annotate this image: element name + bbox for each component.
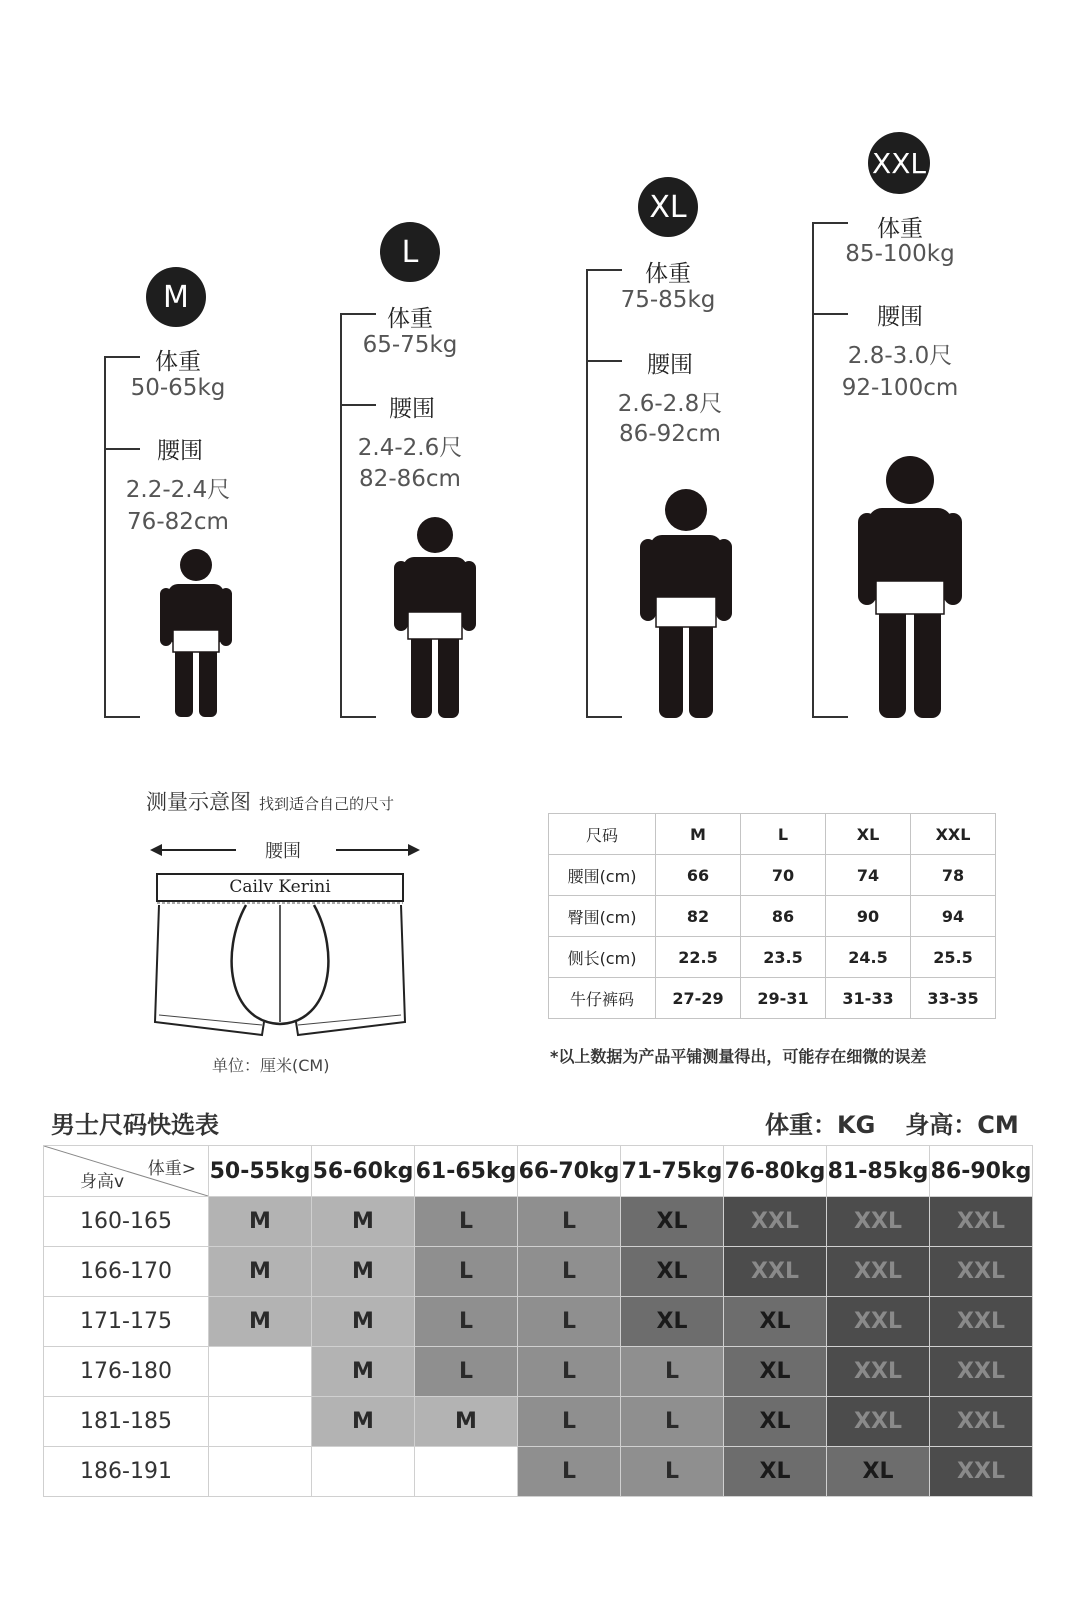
size-cell: L <box>518 1397 621 1447</box>
column-header: 76-80kg <box>724 1146 827 1197</box>
size-badge-m: M <box>146 267 206 327</box>
waist-chi-value: 2.4-2.6尺 <box>357 435 463 461</box>
person-icon-xxl <box>858 455 962 718</box>
size-cell <box>209 1447 312 1497</box>
weight-value: 50-65kg <box>130 375 226 401</box>
column-header: 81-85kg <box>827 1146 930 1197</box>
table-row: 腰围(cm) 66 70 74 78 <box>549 855 996 896</box>
row-header-height: 181-185 <box>44 1397 209 1447</box>
size-spec-table <box>548 813 996 1019</box>
table-row <box>44 1347 1033 1397</box>
size-cell: XXL <box>827 1397 930 1447</box>
waist-chi-value: 2.6-2.8尺 <box>617 391 723 417</box>
person-icon-l <box>394 516 476 718</box>
size-cell: M <box>312 1247 415 1297</box>
row-header-height: 166-170 <box>44 1247 209 1297</box>
size-badge-l: L <box>380 222 440 282</box>
weight-label: 体重 <box>645 261 691 287</box>
size-cell <box>209 1397 312 1447</box>
column-header: 61-65kg <box>415 1146 518 1197</box>
person-icon-m <box>160 548 232 718</box>
size-cell: XXL <box>930 1347 1033 1397</box>
person-icon-xl <box>640 488 732 718</box>
size-cell: XL <box>621 1297 724 1347</box>
waist-label: 腰围 <box>157 438 203 464</box>
waist-cm-value: 86-92cm <box>619 421 721 447</box>
size-cell: XXL <box>827 1347 930 1397</box>
boxer-briefs-diagram <box>150 872 410 1042</box>
weight-value: 85-100kg <box>845 241 955 267</box>
table-row: 尺码 M L XL XXL <box>549 814 996 855</box>
size-cell: XXL <box>827 1297 930 1347</box>
size-cell <box>415 1447 518 1497</box>
row-header-height: 176-180 <box>44 1347 209 1397</box>
size-cell: L <box>518 1247 621 1297</box>
size-cell: M <box>209 1197 312 1247</box>
table-row <box>44 1397 1033 1447</box>
brand-label: Cailv Kerini <box>229 877 331 897</box>
waist-chi-value: 2.8-3.0尺 <box>847 343 953 369</box>
size-cell: L <box>415 1197 518 1247</box>
quick-select-title: 男士尺码快选表 <box>51 1111 219 1139</box>
table-header-row <box>44 1146 1033 1197</box>
size-cell <box>312 1447 415 1497</box>
column-header: 86-90kg <box>930 1146 1033 1197</box>
waist-cm-value: 82-86cm <box>359 466 461 492</box>
weight-value: 65-75kg <box>362 332 458 358</box>
column-header: 71-75kg <box>621 1146 724 1197</box>
unit-label: 单位：厘米(CM) <box>212 1056 330 1075</box>
waist-cm-value: 92-100cm <box>841 375 959 401</box>
table-row: 牛仔裤码 27-29 29-31 31-33 33-35 <box>549 978 996 1019</box>
size-cell: M <box>209 1297 312 1347</box>
size-cell: XL <box>724 1297 827 1347</box>
row-header-height: 160-165 <box>44 1197 209 1247</box>
size-cell: L <box>621 1347 724 1397</box>
size-cell: L <box>415 1247 518 1297</box>
column-header: 56-60kg <box>312 1146 415 1197</box>
size-cell: L <box>415 1347 518 1397</box>
waist-label: 腰围 <box>389 396 435 422</box>
size-cell <box>209 1347 312 1397</box>
size-cell: M <box>312 1197 415 1247</box>
size-cell: XXL <box>724 1247 827 1297</box>
column-header: 50-55kg <box>209 1146 312 1197</box>
row-header-height: 186-191 <box>44 1447 209 1497</box>
size-cell: XL <box>724 1347 827 1397</box>
weight-label: 体重 <box>387 306 433 332</box>
measure-subtitle: 找到适合自己的尺寸 <box>259 795 395 813</box>
size-cell: XL <box>621 1247 724 1297</box>
weight-unit: 体重：KG <box>765 1111 876 1139</box>
size-cell: L <box>621 1397 724 1447</box>
waist-label: 腰围 <box>265 841 301 862</box>
weight-label: 体重 <box>155 349 201 375</box>
table-row <box>44 1197 1033 1247</box>
size-cell: M <box>312 1347 415 1397</box>
size-cell: XXL <box>827 1247 930 1297</box>
size-cell: M <box>209 1247 312 1297</box>
size-cell: L <box>518 1297 621 1347</box>
size-cell: L <box>518 1447 621 1497</box>
size-cell: L <box>518 1347 621 1397</box>
size-cell: XXL <box>930 1197 1033 1247</box>
column-header: 66-70kg <box>518 1146 621 1197</box>
table-corner: 体重> 身高v <box>44 1146 209 1197</box>
table-row: 侧长(cm) 22.5 23.5 24.5 25.5 <box>549 937 996 978</box>
waist-label: 腰围 <box>647 352 693 378</box>
size-cell: XXL <box>930 1297 1033 1347</box>
size-cell: L <box>415 1297 518 1347</box>
size-badge-xl: XL <box>638 177 698 237</box>
size-cell: XL <box>724 1397 827 1447</box>
size-cell: XXL <box>827 1197 930 1247</box>
size-cell: L <box>518 1197 621 1247</box>
quick-size-table <box>43 1145 1033 1497</box>
size-cell: XXL <box>724 1197 827 1247</box>
size-cell: M <box>415 1397 518 1447</box>
row-header-height: 171-175 <box>44 1297 209 1347</box>
measure-title: 测量示意图 找到适合自己的尺寸 <box>146 790 395 814</box>
size-cell: XL <box>827 1447 930 1497</box>
size-cell: L <box>621 1447 724 1497</box>
table-row <box>44 1247 1033 1297</box>
measurement-note: *以上数据为产品平铺测量得出，可能存在细微的误差 <box>550 1047 927 1066</box>
quick-select-units <box>765 1105 1049 1140</box>
table-row <box>44 1447 1033 1497</box>
size-cell: XXL <box>930 1247 1033 1297</box>
height-unit: 身高：CM <box>905 1111 1019 1139</box>
waist-chi-value: 2.2-2.4尺 <box>125 477 231 503</box>
size-cell: M <box>312 1397 415 1447</box>
size-cell: XL <box>621 1197 724 1247</box>
table-row: 臀围(cm) 82 86 90 94 <box>549 896 996 937</box>
size-cell: XL <box>724 1447 827 1497</box>
waist-cm-value: 76-82cm <box>127 509 229 535</box>
size-cell: XXL <box>930 1447 1033 1497</box>
waist-label: 腰围 <box>877 304 923 330</box>
weight-label: 体重 <box>877 216 923 242</box>
table-row <box>44 1297 1033 1347</box>
size-cell: M <box>312 1297 415 1347</box>
weight-value: 75-85kg <box>620 287 716 313</box>
size-badge-xxl: XXL <box>868 132 930 194</box>
size-cell: XXL <box>930 1397 1033 1447</box>
